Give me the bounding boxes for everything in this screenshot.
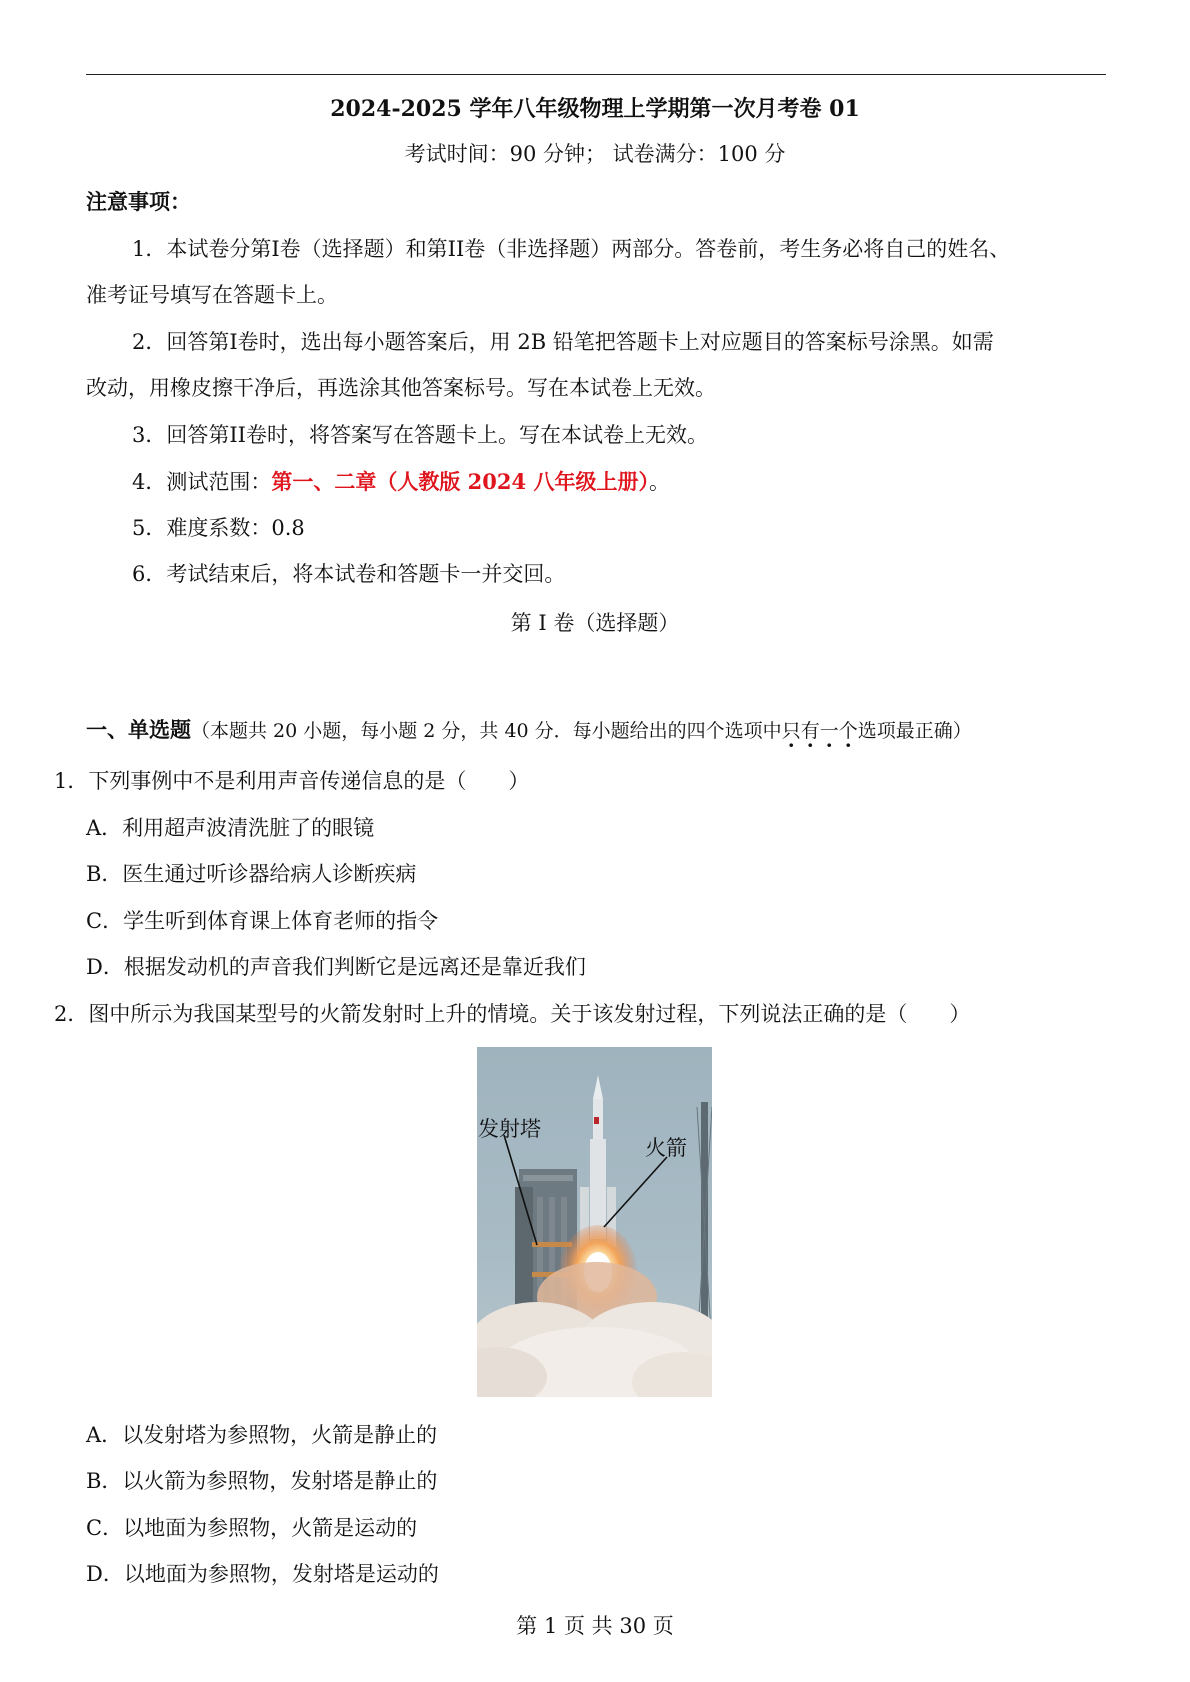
q1-stem: 1．下列事例中不是利用声音传递信息的是（ ） — [54, 769, 530, 793]
q1-option-b: B．医生通过听诊器给病人诊断疾病 — [86, 862, 417, 886]
q1-option-a: A．利用超声波清洗脏了的眼镜 — [86, 816, 375, 840]
q2-option-c: C．以地面为参照物，火箭是运动的 — [86, 1516, 418, 1540]
page-footer: 第 1 页 共 30 页 — [516, 1614, 674, 1638]
note-4-prefix: 4．测试范围： — [132, 470, 272, 494]
note-3: 3．回答第II卷时，将答案写在答题卡上。写在本试卷上无效。 — [132, 423, 708, 447]
note-4-suffix: 。 — [648, 470, 670, 494]
note-5: 5．难度系数：0.8 — [132, 516, 305, 540]
q2-option-a: A．以发射塔为参照物，火箭是静止的 — [86, 1423, 438, 1447]
label-rocket: 火箭 — [645, 1136, 687, 1160]
note-1-line2: 准考证号填写在答题卡上。 — [86, 283, 338, 307]
q2-option-d: D．以地面为参照物，发射塔是运动的 — [86, 1562, 439, 1586]
part1-heading: 一、单选题 — [86, 717, 191, 742]
note-1-line1: 1．本试卷分第I卷（选择题）和第II卷（非选择题）两部分。答卷前，考生务必将自己的姓名、 — [132, 237, 1011, 261]
emph-char-4: 个 — [838, 720, 858, 742]
part1-desc-b: 选项最正确） — [857, 720, 972, 742]
note-2-line1: 2．回答第I卷时，选出每小题答案后，用 2B 铅笔把答题卡上对应题目的答案标号涂黑。如需 — [132, 330, 994, 354]
note-4 — [132, 466, 670, 496]
notes-heading: 注意事项： — [86, 189, 191, 214]
exam-title: 2024-2025 学年八年级物理上学期第一次月考卷 01 — [330, 96, 860, 122]
rocket-launch-image — [477, 1047, 712, 1397]
header-rule — [86, 74, 1106, 75]
exam-subtitle: 考试时间：90 分钟； 试卷满分：100 分 — [404, 142, 786, 166]
emph-char-3: 一 — [819, 720, 839, 742]
part1-heading-line — [86, 714, 972, 744]
q1-option-d: D．根据发动机的声音我们判断它是远离还是靠近我们 — [86, 955, 586, 979]
q2-stem: 2．图中所示为我国某型号的火箭发射时上升的情境。关于该发射过程，下列说法正确的是（ ） — [54, 1002, 971, 1026]
rocket-launch-figure — [477, 1047, 712, 1397]
note-2-line2: 改动，用橡皮擦干净后，再选涂其他答案标号。写在本试卷上无效。 — [86, 376, 716, 400]
q2-option-b: B．以火箭为参照物，发射塔是静止的 — [86, 1469, 438, 1493]
note-6: 6．考试结束后，将本试卷和答题卡一并交回。 — [132, 562, 566, 586]
emph-char-1: 只 — [781, 720, 801, 742]
q1-option-c: C．学生听到体育课上体育老师的指令 — [86, 909, 439, 933]
section-title: 第 I 卷（选择题） — [510, 611, 680, 635]
part1-desc-a: （本题共 20 小题，每小题 2 分，共 40 分．每小题给出的四个选项中 — [191, 720, 782, 742]
label-launch-tower: 发射塔 — [478, 1117, 541, 1141]
note-4-highlight: 第一、二章（人教版 2024 八年级上册） — [271, 469, 649, 494]
emph-char-2: 有 — [800, 720, 820, 742]
